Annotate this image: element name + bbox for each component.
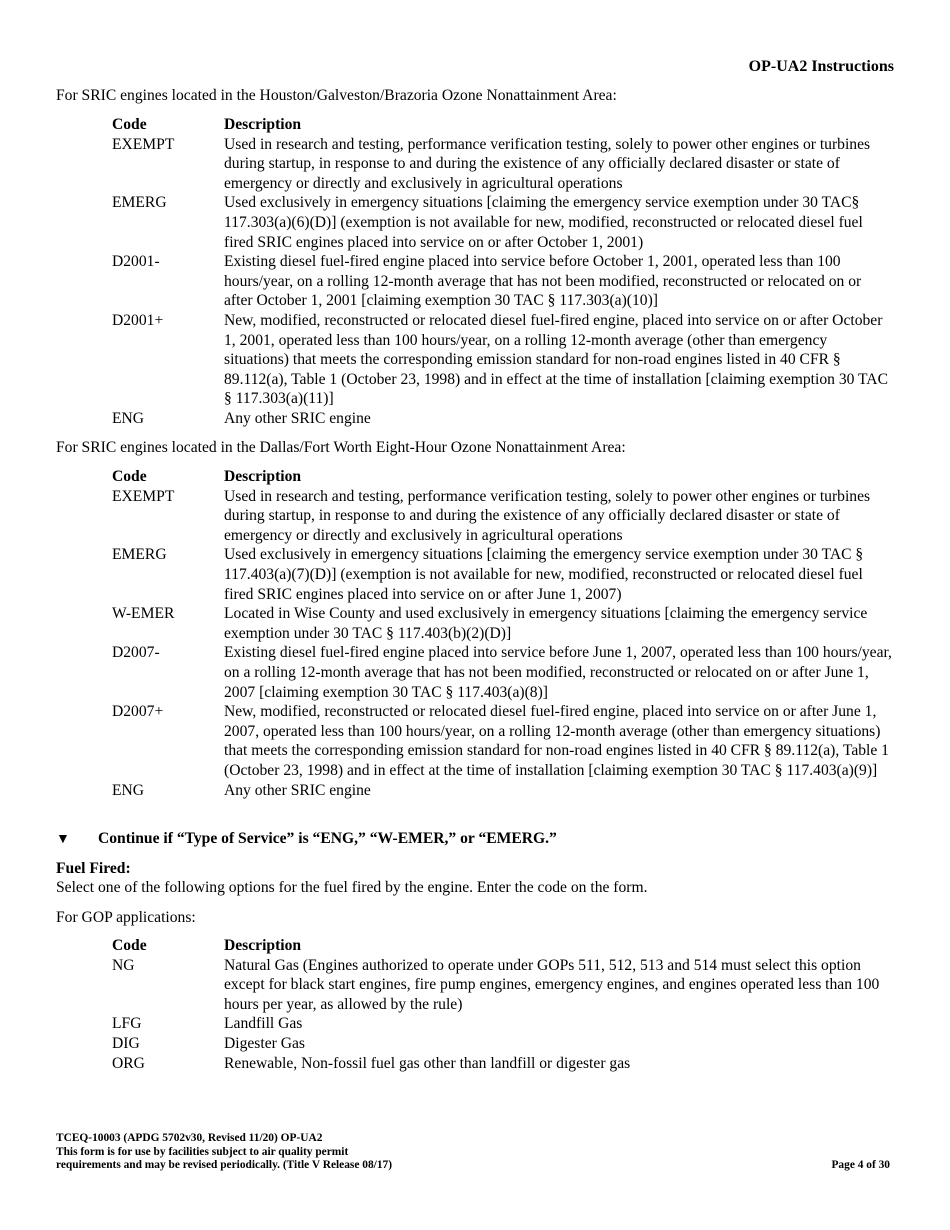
code-cell: W-EMER (112, 605, 175, 623)
table-row (112, 1054, 892, 1074)
table-row (112, 643, 892, 702)
code-cell: LFG (112, 1015, 142, 1033)
footer-usage-note: This form is for use by facilities subject to air quality permit (56, 1145, 349, 1158)
footer-form-id: TCEQ-10003 (APDG 5702v30, Revised 11/20) OP-UA2 (56, 1132, 323, 1144)
description-cell: Natural Gas (Engines authorized to operate under GOPs 511, 512, 513 and 514 must select this option except for black start engines, fire pump engines, emergency engines, and engines operated less than 100 hours per year, as allowed by the rule) (224, 956, 880, 1013)
gop-intro: For GOP applications: (56, 909, 196, 926)
continue-instruction (56, 829, 557, 850)
description-cell: Existing diesel fuel-fired engine placed into service before June 1, 2007, operated less than 100 hours/year, on a rolling 12-month average that has not been modified, reconstructed or relocated on or after June 1, 2007 [claiming exemption 30 TAC § 117.403(a)(8)] (224, 644, 892, 701)
description-cell: Landfill Gas (224, 1015, 303, 1033)
code-cell: EMERG (112, 546, 167, 564)
table-row (112, 409, 892, 429)
table-row (112, 781, 892, 801)
description-cell: Digester Gas (224, 1034, 305, 1052)
page-header-title: OP-UA2 Instructions (748, 58, 894, 75)
description-cell: Located in Wise County and used exclusively in emergency situations [claiming the emergency service exemption under 30 TAC § 117.403(b)(2)(D)] (224, 605, 868, 642)
fuel-fired-heading: Fuel Fired: (56, 860, 131, 877)
description-column-header: Description (224, 468, 302, 485)
code-column-header: Code (112, 116, 147, 133)
table-row (112, 252, 892, 311)
houston-code-table (112, 115, 892, 429)
page-number: Page 4 of 30 (831, 1159, 890, 1171)
table-row (112, 545, 892, 604)
dallas-code-table (112, 467, 892, 800)
table-row (112, 1014, 892, 1034)
code-cell: D2001+ (112, 311, 164, 329)
fuel-code-table (112, 936, 892, 1073)
description-cell: Any other SRIC engine (224, 781, 371, 799)
table-row (112, 193, 892, 252)
table-header-row (112, 115, 892, 135)
code-cell: ENG (112, 781, 145, 799)
description-cell: Used in research and testing, performance verification testing, solely to power other engines or turbines during startup, in response to and during the existence of any officially declared disaster or state of emergency or directly and exclusively in agricultural operations (224, 487, 871, 544)
table-header-row (112, 467, 892, 487)
table-row (112, 487, 892, 546)
code-cell: D2007+ (112, 703, 164, 721)
table-row (112, 1034, 892, 1054)
description-cell: Renewable, Non-fossil fuel gas other than landfill or digester gas (224, 1054, 631, 1072)
triangle-down-icon: ▼ (56, 832, 70, 847)
code-cell: EXEMPT (112, 135, 175, 153)
description-cell: Used exclusively in emergency situations [claiming the emergency service exemption under 30 TAC§ 117.303(a)(6)(D)] (exemption is not available for new, modified, reconstructed or relocated diesel fuel fired SRIC engines placed into service on or after October 1, 2001) (224, 194, 863, 251)
code-cell: D2001- (112, 253, 160, 271)
code-column-header: Code (112, 937, 147, 954)
continue-instruction-text: Continue if “Type of Service” is “ENG,” “W-EMER,” or “EMERG.” (98, 830, 557, 847)
description-cell: New, modified, reconstructed or relocated diesel fuel-fired engine, placed into service on or after October 1, 2001, operated less than 100 hours/year, on a rolling 12-month average (other than emergency situations) that meets the corresponding emission standard for non-road engines listed in 40 CFR § 89.112(a), Table 1 (October 23, 1998) and in effect at the time of installation [claiming exemption 30 TAC § 117.303(a)(11)] (224, 311, 888, 408)
page-footer (56, 1132, 894, 1173)
code-cell: NG (112, 956, 135, 974)
description-cell: Any other SRIC engine (224, 409, 371, 427)
code-cell: D2007- (112, 644, 160, 662)
description-column-header: Description (224, 116, 302, 133)
table-row (112, 956, 892, 1015)
table-row (112, 311, 892, 409)
table-row (112, 702, 892, 780)
code-cell: EXEMPT (112, 487, 175, 505)
code-cell: ORG (112, 1054, 145, 1072)
code-cell: ENG (112, 409, 145, 427)
description-cell: Used in research and testing, performance verification testing, solely to power other engines or turbines during startup, in response to and during the existence of any officially declared disaster or state of emergency or directly and exclusively in agricultural operations (224, 135, 871, 192)
description-cell: New, modified, reconstructed or relocated diesel fuel-fired engine, placed into service on or after June 1, 2007, operated less than 100 hours/year, on a rolling 12-month average (other than emergency situations) that meets the corresponding emission standard for non-road engines listed in 40 CFR § 89.112(a), Table 1 (October 23, 1998) and in effect at the time of installation [claiming exemption 30 TAC § 117.403(a)(9)] (224, 703, 889, 779)
description-cell: Existing diesel fuel-fired engine placed into service before October 1, 2001, operated less than 100 hours/year, on a rolling 12-month average that has not been modified, reconstructed or relocated on or after October 1, 2001 [claiming exemption 30 TAC § 117.303(a)(10)] (224, 253, 862, 310)
description-column-header: Description (224, 937, 302, 954)
table-row (112, 604, 892, 643)
table-header-row (112, 936, 892, 956)
description-cell: Used exclusively in emergency situations [claiming the emergency service exemption under 30 TAC § 117.403(a)(7)(D)] (exemption is not available for new, modified, reconstructed or relocated diesel fuel fired SRIC engines placed into service on or after June 1, 2007) (224, 546, 864, 603)
footer-revision-note: requirements and may be revised periodically. (Title V Release 08/17) (56, 1159, 393, 1171)
fuel-fired-instruction: Select one of the following options for the fuel fired by the engine. Enter the code on the form. (56, 879, 648, 896)
code-column-header: Code (112, 468, 147, 485)
code-cell: EMERG (112, 194, 167, 212)
houston-intro: For SRIC engines located in the Houston/Galveston/Brazoria Ozone Nonattainment Area: (56, 87, 617, 104)
table-row (112, 135, 892, 194)
code-cell: DIG (112, 1034, 140, 1052)
dallas-intro: For SRIC engines located in the Dallas/Fort Worth Eight-Hour Ozone Nonattainment Area: (56, 439, 626, 456)
